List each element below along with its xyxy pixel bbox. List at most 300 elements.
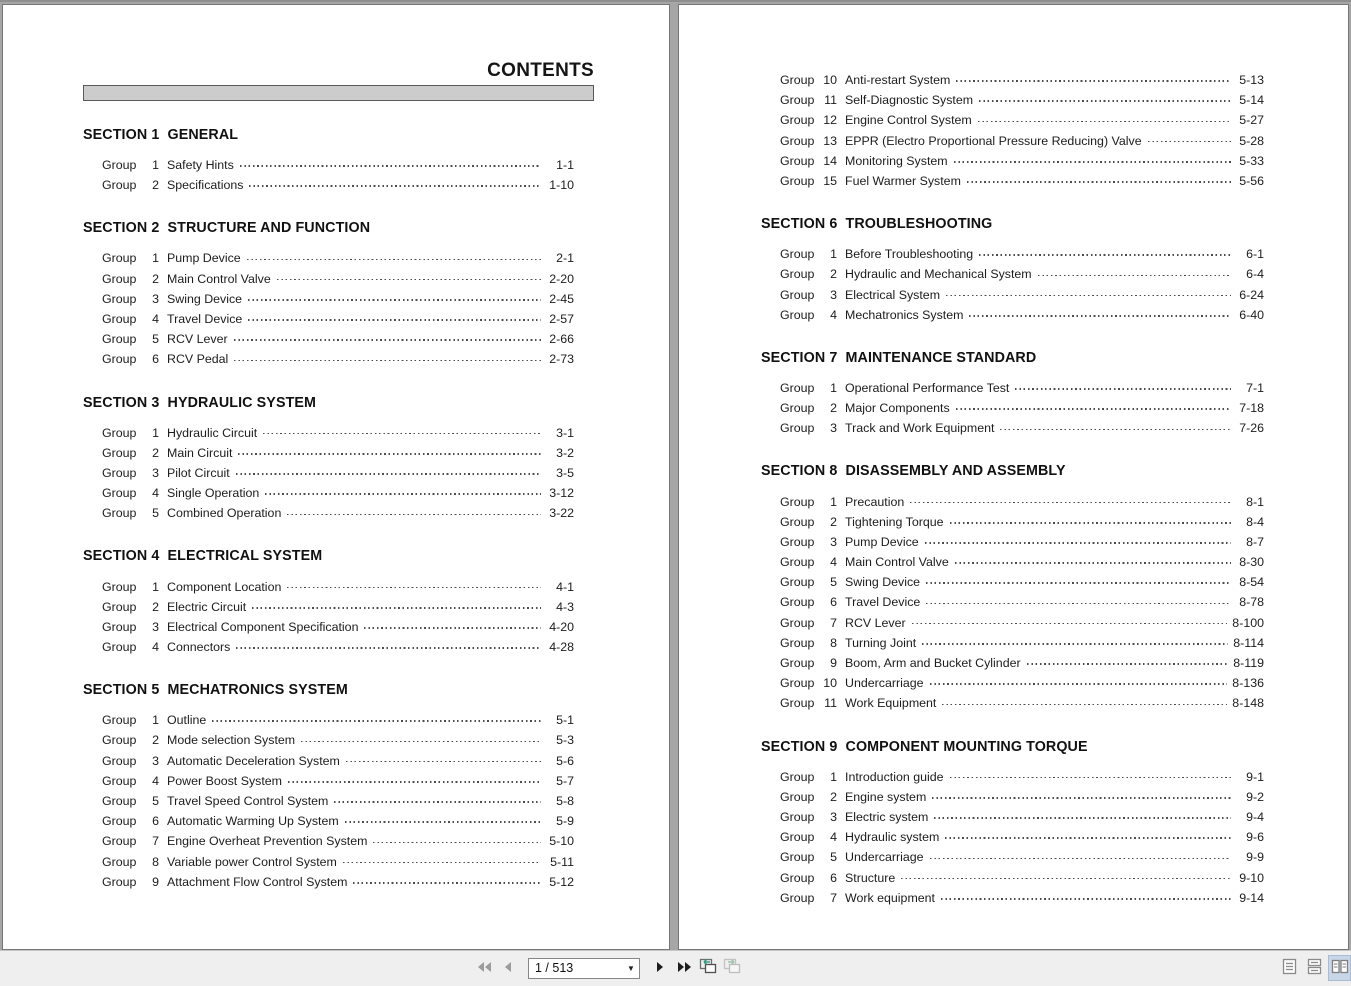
dot-leader — [912, 623, 1228, 625]
page-reference: 2-66 — [549, 332, 574, 347]
toc-group-list — [761, 767, 1264, 908]
dot-leader — [956, 408, 1231, 410]
group-title: Pilot Circuit — [167, 465, 230, 480]
page-reference: 6-24 — [1239, 287, 1264, 302]
dot-leader — [353, 882, 541, 884]
toc-entry — [102, 617, 574, 637]
dot-leader — [277, 279, 541, 281]
dot-leader — [1027, 663, 1229, 665]
group-number: 6 — [152, 814, 159, 829]
toc-entry — [102, 852, 574, 872]
page-reference: 5-9 — [556, 814, 574, 829]
page-dropdown-caret[interactable]: ▼ — [627, 963, 635, 973]
toc-entry — [780, 847, 1264, 867]
group-number: 5 — [830, 575, 837, 590]
group-title: Automatic Deceleration System — [167, 753, 340, 768]
toc-entry — [102, 309, 574, 329]
group-label: Group — [102, 794, 137, 809]
page-right-content — [761, 70, 1264, 908]
dot-leader — [343, 862, 541, 864]
dot-leader — [932, 797, 1231, 799]
group-label: Group — [102, 854, 137, 869]
dot-leader — [240, 165, 541, 167]
group-label: Group — [780, 93, 815, 108]
page-reference: 7-26 — [1239, 421, 1264, 436]
dot-leader — [236, 473, 541, 475]
toc-group-list — [83, 423, 594, 524]
group-label: Group — [780, 890, 815, 905]
group-title: Electric system — [845, 809, 929, 824]
group-number: 1 — [152, 425, 159, 440]
next-page-button[interactable] — [648, 955, 672, 981]
group-number: 5 — [830, 850, 837, 865]
section-heading: SECTION 8 DISASSEMBLY AND ASSEMBLY — [761, 463, 1066, 480]
group-label: Group — [780, 615, 815, 630]
group-label: Group — [780, 380, 815, 395]
page-number-box — [528, 958, 640, 979]
page-reference: 5-6 — [556, 753, 574, 768]
section-heading: SECTION 6 TROUBLESHOOTING — [761, 216, 993, 233]
toc-block — [761, 349, 1264, 439]
group-label: Group — [102, 599, 137, 614]
page-reference: 2-1 — [556, 251, 574, 266]
page-reference: 4-1 — [556, 579, 574, 594]
page-layout-controls — [1278, 955, 1351, 981]
dot-leader — [373, 842, 541, 844]
facing-pages-view-button[interactable] — [1328, 955, 1351, 981]
group-number: 11 — [824, 696, 837, 711]
section-heading: SECTION 5 MECHATRONICS SYSTEM — [83, 682, 348, 699]
dot-leader — [950, 777, 1231, 779]
group-label: Group — [780, 809, 815, 824]
page-reference: 8-1 — [1246, 494, 1264, 509]
group-number: 4 — [830, 830, 837, 845]
page-reference: 1-1 — [556, 158, 574, 173]
group-title: Hydraulic Circuit — [167, 425, 258, 440]
toc-entry — [780, 633, 1264, 653]
toc-block — [761, 70, 1264, 191]
toc-entry — [780, 867, 1264, 887]
group-label: Group — [102, 619, 137, 634]
dot-leader — [956, 80, 1231, 82]
group-label: Group — [780, 534, 815, 549]
toc-group-list — [761, 70, 1264, 191]
page-left — [2, 4, 670, 950]
page-reference: 3-5 — [556, 465, 574, 480]
group-title: Before Troubleshooting — [845, 247, 974, 262]
toc-block — [83, 681, 594, 892]
group-number: 4 — [830, 307, 837, 322]
dot-leader — [248, 319, 541, 321]
page-reference: 7-1 — [1246, 380, 1264, 395]
group-number: 5 — [152, 332, 159, 347]
continuous-view-button[interactable] — [1303, 955, 1326, 981]
dot-leader — [926, 603, 1231, 605]
dot-leader — [941, 898, 1231, 900]
page-reference: 5-10 — [549, 834, 574, 849]
group-label: Group — [780, 113, 815, 128]
group-title: Swing Device — [167, 291, 243, 306]
group-number: 3 — [152, 753, 159, 768]
group-title: Mode selection System — [167, 733, 296, 748]
toc-entry — [780, 285, 1264, 305]
group-title: RCV Lever — [167, 332, 228, 347]
group-number: 9 — [830, 656, 837, 671]
toc-entry — [780, 151, 1264, 171]
group-label: Group — [780, 789, 815, 804]
page-left-content — [83, 59, 594, 892]
group-number: 2 — [830, 267, 837, 282]
group-label: Group — [102, 713, 137, 728]
group-number: 2 — [830, 514, 837, 529]
continuous-view-icon — [1307, 958, 1322, 978]
group-label: Group — [780, 635, 815, 650]
previous-view-icon — [698, 958, 718, 978]
group-title: Power Boost System — [167, 773, 283, 788]
toc-entry — [780, 532, 1264, 552]
dot-leader — [334, 801, 541, 803]
group-title: Pump Device — [845, 534, 919, 549]
first-page-button[interactable] — [472, 955, 496, 981]
toc-entry — [102, 791, 574, 811]
next-view-icon — [722, 958, 742, 978]
page-reference: 3-22 — [549, 506, 574, 521]
dot-leader — [979, 100, 1231, 102]
toc-entry — [780, 418, 1264, 438]
page-reference: 8-78 — [1239, 595, 1264, 610]
dot-leader — [263, 433, 541, 435]
group-number: 6 — [152, 352, 159, 367]
dot-leader — [934, 817, 1231, 819]
group-title: RCV Pedal — [167, 352, 229, 367]
page-reference: 4-20 — [549, 619, 574, 634]
toc-block — [761, 462, 1264, 713]
group-title: Tightening Torque — [845, 514, 944, 529]
group-number: 2 — [152, 599, 159, 614]
group-title: Mechatronics System — [845, 307, 964, 322]
group-label: Group — [102, 332, 137, 347]
contents-title-bar — [83, 85, 594, 101]
group-number: 2 — [152, 733, 159, 748]
toc-entry — [102, 289, 574, 309]
group-label: Group — [102, 579, 137, 594]
group-label: Group — [102, 486, 137, 501]
toc-group-list — [761, 244, 1264, 325]
toc-entry — [780, 673, 1264, 693]
group-title: Specifications — [167, 178, 244, 193]
next-view-button[interactable] — [720, 955, 744, 981]
group-number: 6 — [830, 595, 837, 610]
group-number: 9 — [152, 874, 159, 889]
group-title: Fuel Warmer System — [845, 174, 961, 189]
group-number: 6 — [830, 870, 837, 885]
page-reference: 3-1 — [556, 425, 574, 440]
toc-entry — [102, 155, 574, 175]
dot-leader — [212, 720, 541, 722]
viewer-toolbar — [0, 950, 1351, 986]
toc-entry — [102, 771, 574, 791]
dot-leader — [346, 761, 541, 763]
dot-leader — [930, 858, 1231, 860]
group-label: Group — [102, 312, 137, 327]
dot-leader — [248, 299, 541, 301]
group-title: Introduction guide — [845, 769, 944, 784]
page-number-input[interactable] — [529, 961, 623, 975]
page-reference: 9-4 — [1246, 809, 1264, 824]
toc-entry — [102, 576, 574, 596]
dot-leader — [345, 821, 541, 823]
group-title: Swing Device — [845, 575, 921, 590]
group-label: Group — [102, 640, 137, 655]
page-reference: 9-9 — [1246, 850, 1264, 865]
toc-entry — [102, 637, 574, 657]
toc-entry — [780, 693, 1264, 713]
first-page-icon — [476, 961, 493, 976]
dot-leader — [926, 582, 1231, 584]
group-title: Main Circuit — [167, 445, 233, 460]
toc-entry — [780, 398, 1264, 418]
dot-leader — [236, 647, 541, 649]
page-reference: 2-57 — [549, 312, 574, 327]
group-number: 3 — [152, 465, 159, 480]
page-navigation — [472, 955, 744, 981]
page-reference: 9-6 — [1246, 830, 1264, 845]
page-reference: 8-30 — [1239, 555, 1264, 570]
group-label: Group — [780, 575, 815, 590]
toc-group-list — [83, 155, 594, 195]
page-reference: 5-27 — [1239, 113, 1264, 128]
toc-entry — [102, 175, 574, 195]
page-reference: 5-3 — [556, 733, 574, 748]
group-label: Group — [102, 814, 137, 829]
toc-entry — [780, 888, 1264, 908]
toc-block — [83, 219, 594, 369]
page-reference: 8-114 — [1233, 635, 1264, 650]
group-title: Single Operation — [167, 486, 260, 501]
last-page-button[interactable] — [672, 955, 696, 981]
group-number: 3 — [152, 291, 159, 306]
toc-entry — [102, 269, 574, 289]
group-label: Group — [780, 73, 815, 88]
page-reference: 9-1 — [1246, 769, 1264, 784]
page-reference: 5-8 — [556, 794, 574, 809]
group-title: EPPR (Electro Proportional Pressure Reducing) Valve — [845, 133, 1142, 148]
group-number: 10 — [823, 73, 837, 88]
dot-leader — [942, 704, 1227, 706]
dot-leader — [979, 254, 1231, 256]
page-right — [678, 4, 1349, 950]
toc-entry — [780, 378, 1264, 398]
group-number: 1 — [152, 158, 159, 173]
group-number: 10 — [823, 676, 837, 691]
toc-group-list — [83, 576, 594, 657]
toc-entry — [102, 751, 574, 771]
group-title: Electrical System — [845, 287, 941, 302]
toc-entry — [102, 329, 574, 349]
page-reference: 6-4 — [1246, 267, 1264, 282]
group-number: 3 — [830, 421, 837, 436]
last-page-icon — [676, 961, 693, 976]
group-title: Attachment Flow Control System — [167, 874, 348, 889]
group-title: Undercarriage — [845, 850, 924, 865]
group-number: 7 — [830, 615, 837, 630]
toc-entry — [102, 872, 574, 892]
page-reference: 8-4 — [1246, 514, 1264, 529]
group-label: Group — [102, 251, 137, 266]
group-label: Group — [102, 506, 137, 521]
page-reference: 8-54 — [1239, 575, 1264, 590]
group-label: Group — [780, 287, 815, 302]
group-number: 2 — [830, 789, 837, 804]
group-label: Group — [780, 421, 815, 436]
dot-leader — [265, 493, 541, 495]
group-title: Hydraulic and Mechanical System — [845, 267, 1032, 282]
group-title: Electrical Component Specification — [167, 619, 359, 634]
group-title: Undercarriage — [845, 676, 924, 691]
toc-entry — [102, 483, 574, 503]
previous-view-button[interactable] — [696, 955, 720, 981]
group-number: 14 — [823, 153, 837, 168]
toc-group-list — [761, 491, 1264, 713]
group-label: Group — [102, 271, 137, 286]
dot-leader — [249, 185, 541, 187]
toc-entry — [102, 710, 574, 730]
toc-entry — [780, 305, 1264, 325]
group-number: 8 — [152, 854, 159, 869]
group-number: 7 — [830, 890, 837, 905]
group-label: Group — [780, 494, 815, 509]
toc-entry — [780, 767, 1264, 787]
dot-leader — [946, 295, 1231, 297]
group-label: Group — [780, 307, 815, 322]
toc-entry — [102, 597, 574, 617]
group-label: Group — [780, 769, 815, 784]
group-title: Engine system — [845, 789, 927, 804]
group-number: 7 — [152, 834, 159, 849]
group-label: Group — [102, 773, 137, 788]
toc-entry — [102, 443, 574, 463]
previous-page-button[interactable] — [496, 955, 520, 981]
single-page-view-button[interactable] — [1278, 955, 1301, 981]
toc-entry — [780, 244, 1264, 264]
dot-leader — [978, 121, 1231, 123]
page-reference: 9-2 — [1246, 789, 1264, 804]
dot-leader — [945, 837, 1231, 839]
dot-leader — [954, 161, 1231, 163]
page-reference: 8-119 — [1233, 656, 1264, 671]
page-reference: 8-7 — [1246, 534, 1264, 549]
group-label: Group — [780, 133, 815, 148]
toc-entry — [780, 787, 1264, 807]
group-number: 1 — [830, 494, 837, 509]
group-title: Precaution — [845, 494, 905, 509]
dot-leader — [922, 643, 1228, 645]
page-reference: 6-40 — [1239, 307, 1264, 322]
toc-block — [761, 215, 1264, 325]
page-reference: 7-18 — [1239, 401, 1264, 416]
dot-leader — [234, 339, 541, 341]
group-label: Group — [780, 850, 815, 865]
group-title: Monitoring System — [845, 153, 948, 168]
dot-leader — [287, 514, 541, 516]
page-reference: 3-2 — [556, 445, 574, 460]
group-number: 4 — [152, 312, 159, 327]
dot-leader — [288, 781, 541, 783]
group-title: Travel Speed Control System — [167, 794, 329, 809]
dot-leader — [1015, 388, 1231, 390]
facing-pages-view-icon — [1331, 958, 1349, 978]
page-reference: 5-1 — [556, 713, 574, 728]
toc-right — [761, 70, 1264, 908]
toc-entry — [780, 592, 1264, 612]
group-number: 3 — [152, 619, 159, 634]
group-title: Travel Device — [167, 312, 243, 327]
toc-entry — [102, 423, 574, 443]
toc-entry — [780, 110, 1264, 130]
page-reference: 5-13 — [1239, 73, 1264, 88]
page-reference: 8-136 — [1232, 676, 1264, 691]
toc-entry — [780, 512, 1264, 532]
group-title: Connectors — [167, 640, 231, 655]
group-title: Track and Work Equipment — [845, 421, 995, 436]
page-reference: 5-12 — [549, 874, 574, 889]
toc-entry — [102, 730, 574, 750]
dot-leader — [910, 502, 1231, 504]
group-title: Component Location — [167, 579, 282, 594]
group-label: Group — [102, 158, 137, 173]
group-number: 1 — [152, 579, 159, 594]
toc-block — [83, 126, 594, 195]
group-title: Main Control Valve — [167, 271, 271, 286]
group-label: Group — [780, 153, 815, 168]
page-reference: 4-28 — [549, 640, 574, 655]
toc-entry — [780, 491, 1264, 511]
dot-leader — [1148, 141, 1231, 143]
group-title: Engine Overheat Prevention System — [167, 834, 368, 849]
dot-leader — [901, 878, 1231, 880]
section-heading: SECTION 9 COMPONENT MOUNTING TORQUE — [761, 738, 1088, 755]
dot-leader — [364, 627, 541, 629]
group-label: Group — [780, 267, 815, 282]
toc-entry — [780, 131, 1264, 151]
toc-entry — [102, 811, 574, 831]
group-number: 4 — [830, 555, 837, 570]
toc-entry — [780, 264, 1264, 284]
group-number: 2 — [830, 401, 837, 416]
group-title: Structure — [845, 870, 896, 885]
group-label: Group — [102, 834, 137, 849]
group-label: Group — [780, 174, 815, 189]
group-title: Operational Performance Test — [845, 380, 1010, 395]
dot-leader — [301, 741, 541, 743]
group-label: Group — [780, 401, 815, 416]
page-reference: 5-56 — [1239, 174, 1264, 189]
group-number: 4 — [152, 640, 159, 655]
group-label: Group — [780, 595, 815, 610]
dot-leader — [925, 542, 1231, 544]
group-title: Turning Joint — [845, 635, 917, 650]
group-title: Automatic Warming Up System — [167, 814, 339, 829]
toc-entry — [102, 248, 574, 268]
page-reference: 6-1 — [1246, 247, 1264, 262]
page-reference: 3-12 — [549, 486, 574, 501]
page-reference: 2-45 — [549, 291, 574, 306]
dot-leader — [930, 683, 1228, 685]
dot-leader — [955, 562, 1231, 564]
dot-leader — [234, 360, 541, 362]
group-number: 5 — [152, 794, 159, 809]
group-number: 5 — [152, 506, 159, 521]
